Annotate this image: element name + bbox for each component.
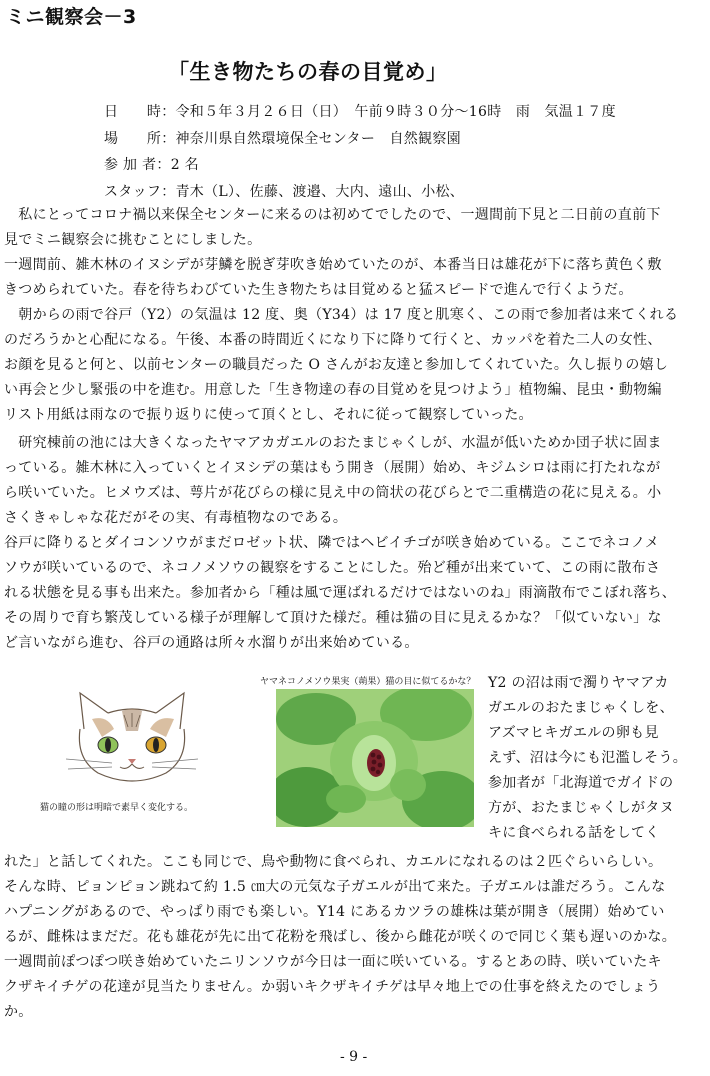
body-line: 一週間前ぽつぽつ咲き始めていたニリンソウが今日は一面に咲いている。するとあの時、咲いていたキ	[4, 954, 662, 970]
side-line: 方が、おたまじゃくしがタヌ	[488, 800, 674, 816]
meta-staff-label: スタッフ：	[104, 184, 176, 200]
body-line: そんな時、ピョンピョン跳ねて約 1.5 ㎝大の元気な子ガエルが出て来た。子ガエルは誰だろう。こんな	[4, 879, 666, 895]
page-number: - 9 -	[340, 1049, 368, 1065]
side-line: 参加者が「北海道でガイドの	[488, 775, 674, 791]
side-line: ガエルのおたまじゃくしを、	[488, 700, 674, 716]
body-line: ど言いながら進む、谷戸の通路は所々水溜りが出来始めている。	[4, 635, 419, 651]
body-line: 見でミニ観察会に挑むことにしました。	[4, 232, 262, 248]
photo-caption: ヤマネコノメソウ果実（蒴果）猫の目に似てるかな？	[260, 677, 476, 687]
side-line: えず、沼は今にも氾濫しそう。	[488, 750, 688, 766]
body-line: お顔を見ると何と、以前センターの職員だった O さんがお友達と参加してくれていた。久し振りの嬉し	[4, 357, 669, 373]
body-line: ら咲いていた。ヒメウズは、萼片が花びらの様に見え中の筒状の花びらとで二重構造の花に見える。小	[4, 485, 662, 501]
meta-place-label: 場 所：	[104, 131, 176, 147]
plant-fruit-photo	[276, 689, 474, 827]
body-line: い再会と少し緊張の中を進む。用意した「生き物達の春の目覚めを見つけよう」植物編、昆虫・動物編	[4, 382, 662, 398]
meta-date	[104, 101, 616, 121]
body-line: リスト用紙は雨なので振り返りに使って頂くとし、それに従って観察していった。	[4, 407, 533, 423]
meta-participants	[104, 154, 199, 174]
body-line: るが、雌株はまだだ。花も雄花が先に出て花粉を飛ばし、後から雌花が咲くので同じく葉も遅いのかな。	[4, 929, 677, 945]
meta-place	[104, 128, 461, 148]
meta-date-label: 日 時：	[104, 104, 176, 120]
body-line: 谷戸に降りるとダイコンソウがまだロゼット状、隣ではヘビイチゴが咲き始めている。ここでネコノメ	[4, 535, 660, 551]
meta-place-value: 神奈川県自然環境保全センター 自然観察園	[175, 131, 461, 147]
body-line: 研究棟前の池には大きくなったヤマアカガエルのおたまじゃくしが、水温が低いためか団子状に固ま	[4, 435, 662, 451]
body-line: のだろうかと心配になる。午後、本番の時間近くになり下に降りて行くと、カッパを着た二人の女性、	[4, 332, 662, 348]
meta-staff	[104, 181, 464, 201]
meta-participants-value: 2 名	[170, 157, 199, 173]
body-line: ソウが咲いているので、ネコノメソウの観察をすることにした。殆ど種が出来ていて、この雨に散布さ	[4, 560, 661, 576]
meta-date-value: 令和５年３月２６日（日） 午前９時３０分～16時 雨 気温１７度	[175, 104, 616, 120]
body-line: 朝からの雨で谷戸（Y2）の気温は 12 度、奥（Y34）は 17 度と肌寒く、この雨で参加者は来てくれる	[4, 307, 679, 323]
side-line: Y2 の沼は雨で濁りヤマアカ	[488, 675, 669, 691]
body-line: 私にとってコロナ禍以来保全センターに来るのは初めてでしたので、一週間前下見と二日前の直前下	[4, 207, 661, 223]
body-line: か。	[4, 1004, 33, 1020]
series-label: ミニ観察会－3	[6, 6, 137, 28]
body-line: 一週間前、雑木林のイヌシデが芽鱗を脱ぎ芽吹き始めていたのが、本番当日は雄花が下に落ち黄色く敷	[4, 257, 662, 273]
side-line: アズマヒキガエルの卵も見	[488, 725, 659, 741]
body-line: ハプニングがあるので、やっぱり雨でも楽しい。Y14 にあるカツラの雄株は葉が開き（展開）始めてい	[4, 904, 665, 920]
cat-caption: 猫の瞳の形は明暗で素早く変化する。	[40, 803, 194, 813]
page-title: 「生き物たちの春の目覚め」	[168, 60, 448, 84]
meta-staff-value: 青木（L）、佐藤、渡邉、大内、遠山、小松、	[175, 184, 465, 200]
meta-participants-label: 参 加 者：	[104, 157, 171, 173]
body-line: れた」と話してくれた。ここも同じで、鳥や動物に食べられ、カエルになれるのは２匹ぐらいらしい。	[4, 854, 663, 870]
body-line: クザキイチゲの花達が見当たりません。か弱いキクザキイチゲは早々地上での仕事を終えたのでしょう	[4, 979, 661, 995]
body-line: れる状態を見る事も出来た。参加者から「種は風で運ばれるだけではないのね」雨滴散布でこぼれ落ち、	[4, 585, 677, 601]
body-line: さくきゃしゃな花だがその実、有毒植物なのである。	[4, 510, 348, 526]
side-line: キに食べられる話をしてく	[488, 825, 660, 841]
body-line: きつめられていた。春を待ちわびていた生き物たちは目覚めると猛スピードで進んで行くようだ。	[4, 282, 633, 298]
cat-illustration	[62, 689, 202, 787]
body-line: っている。雑木林に入っていくとイヌシデの葉はもう開き（展開）始め、キジムシロは雨に打たれなが	[4, 460, 661, 476]
body-line: その周りで育ち繁茂している様子が理解して頂けた様だ。種は猫の目に見えるかな？「似ていない」な	[4, 610, 662, 626]
